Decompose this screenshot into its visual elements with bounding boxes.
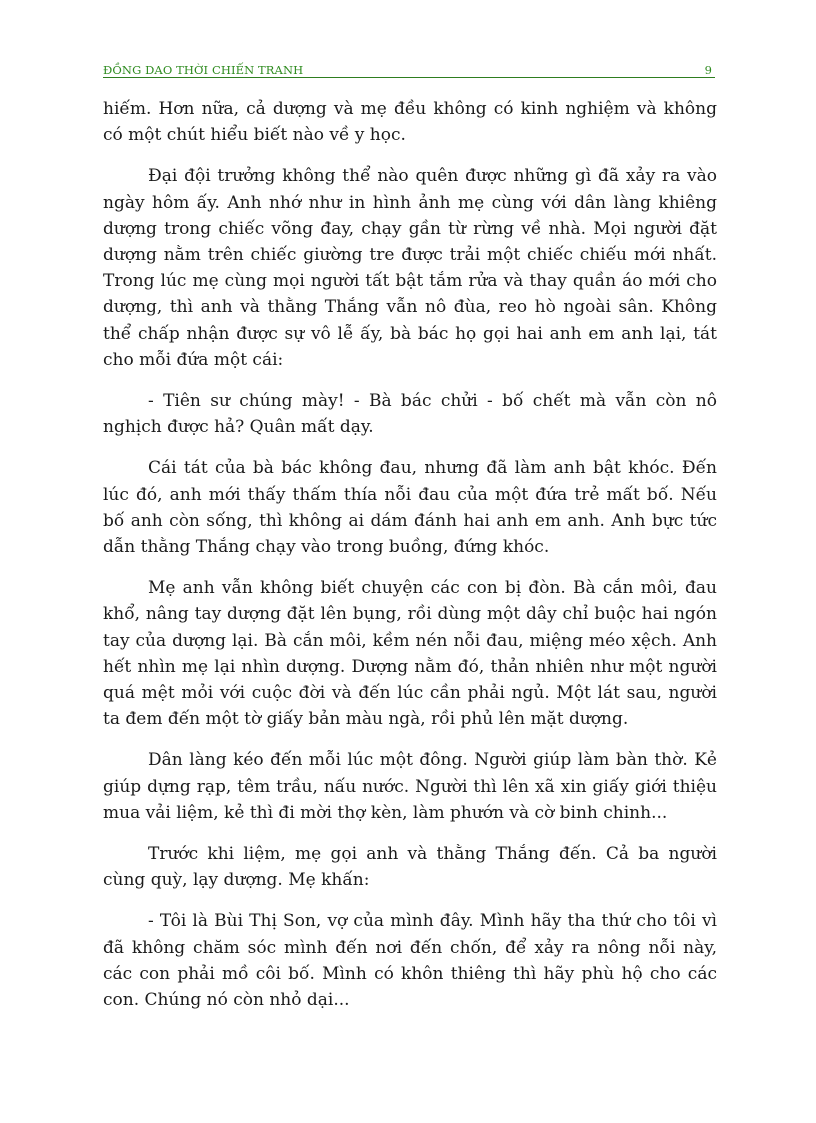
paragraph-continued: hiếm. Hơn nữa, cả dượng và mẹ đều không có kinh nghiệm và không có một chút hiểu biết nào về y học. (103, 99, 717, 146)
page-number: 9 (704, 63, 712, 77)
paragraph: Mẹ anh vẫn không biết chuyện các con bị đòn. Bà cắn môi, đau khổ, nâng tay dượng đặt lên bụng, rồi dùng một dây chỉ buộc hai ngón tay của dượng lại. Bà cắn môi, kềm nén nỗi đau, miệng méo xệch. Anh hết nhìn mẹ lại nhìn dượng. Dượng nằm đó, thản nhiên như một người quá mệt mỏi với cuộc đời và đến lúc cần phải ngủ. Một lát sau, người ta đem đến một tờ giấy bản màu ngà, rồi phủ lên mặt dượng. (103, 578, 717, 730)
paragraph: Dân làng kéo đến mỗi lúc một đông. Người giúp làm bàn thờ. Kẻ giúp dựng rạp, têm trầu, nấu nước. Người thì lên xã xin giấy giới thiệu mua vải liệm, kẻ thì đi mời thợ kèn, làm phướn và cờ binh chinh... (103, 750, 717, 823)
running-header (103, 63, 715, 78)
dialogue-paragraph: - Tiên sư chúng mày! - Bà bác chửi - bố chết mà vẫn còn nô nghịch được hả? Quân mất dạy. (103, 391, 717, 438)
paragraph: Trước khi liệm, mẹ gọi anh và thằng Thắng đến. Cả ba người cùng quỳ, lạy dượng. Mẹ khấn: (103, 844, 717, 891)
dialogue-paragraph: - Tôi là Bùi Thị Son, vợ của mình đây. Mình hãy tha thứ cho tôi vì đã không chăm sóc mình đến nơi đến chốn, để xảy ra nông nỗi này, các con phải mồ côi bố. Mình có khôn thiêng thì hãy phù hộ cho các con. Chúng nó còn nhỏ dại... (103, 911, 717, 1011)
paragraph: Cái tát của bà bác không đau, nhưng đã làm anh bật khóc. Đến lúc đó, anh mới thấy thấm thía nỗi đau của một đứa trẻ mất bố. Nếu bố anh còn sống, thì không ai dám đánh hai anh em anh. Anh bực tức dẫn thằng Thắng chạy vào trong buồng, đứng khóc. (103, 458, 717, 558)
book-title: ĐỒNG DAO THỜI CHIẾN TRANH (103, 63, 304, 77)
paragraph: Đại đội trưởng không thể nào quên được những gì đã xảy ra vào ngày hôm ấy. Anh nhớ như in hình ảnh mẹ cùng với dân làng khiêng dượng trong chiếc võng đay, chạy gần từ rừng về nhà. Mọi người đặt dượng nằm trên chiếc giường tre được trải một chiếc chiếu mới nhất. Trong lúc mẹ cùng mọi người tất bật tắm rửa và thay quần áo mới cho dượng, thì anh và thằng Thắng vẫn nô đùa, reo hò ngoài sân. Không thể chấp nhận được sự vô lễ ấy, bà bác họ gọi hai anh em anh lại, tát cho mỗi đứa một cái: (103, 166, 717, 370)
body-text (103, 96, 717, 1028)
